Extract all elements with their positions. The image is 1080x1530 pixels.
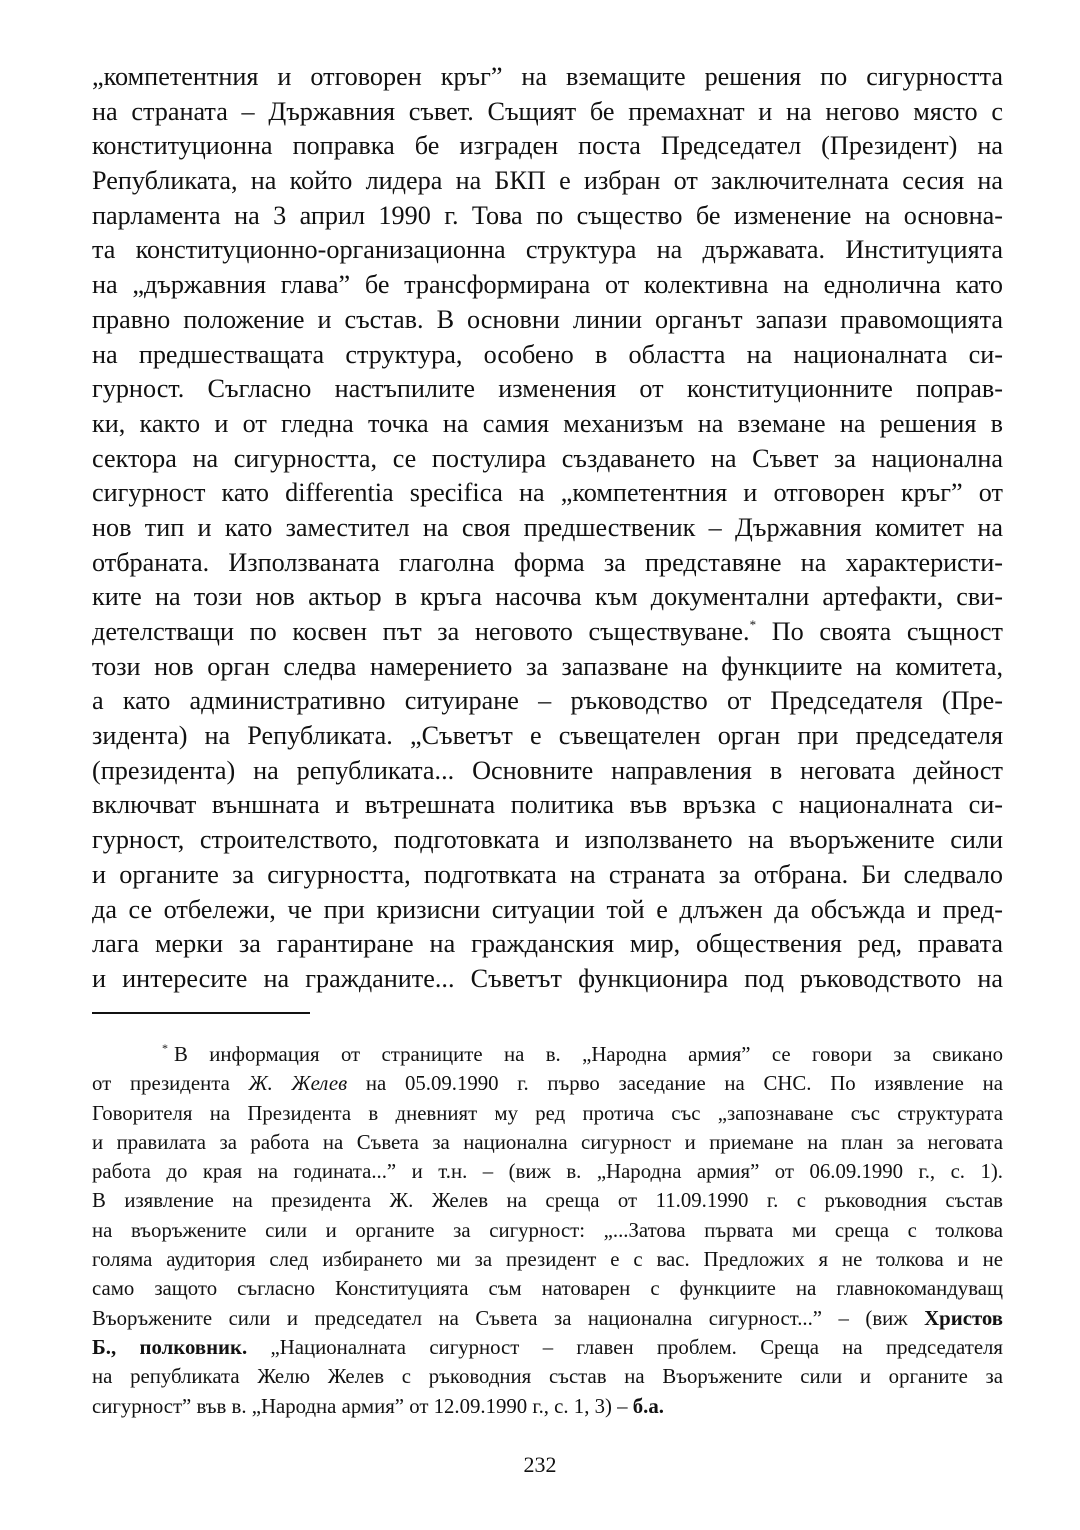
text-line: да се отбележи, че при кризисни ситуации той е длъжен да обсъжда и пред- xyxy=(92,894,1003,924)
footnote-line xyxy=(92,1304,1003,1333)
text-line: включват външната и вътрешната политика във връзка с националната си- xyxy=(92,790,1003,820)
text-line-with-footnote-ref xyxy=(92,615,1003,650)
text-line: ки, както и от гледна точка на самия механизъм на вземане на решения в xyxy=(92,408,1003,438)
text-segment: Въоръжените сили и председател на Съвета за национална сигурност...” – (виж xyxy=(92,1306,925,1330)
footnote xyxy=(92,1040,1003,1421)
footnote-line xyxy=(92,1392,1003,1421)
footnote-line: на въоръжените сили и органите за сигурност: „...Затова първата ми среща с толкова xyxy=(92,1218,1003,1242)
author-note: б.а. xyxy=(632,1394,664,1418)
text-line: сектора на сигурността, се постулира създаването на Съвет за национална xyxy=(92,443,1003,473)
text-line: и интересите на гражданите... Съветът функционира под ръководството на xyxy=(92,963,1003,993)
text-line: гурност. Съгласно настъпилите изменения от конституционните поправ- xyxy=(92,374,1003,404)
text-line: и органите за сигурността, подготвката на страната за отбрана. Би следвало xyxy=(92,859,1003,889)
text-segment: от президента xyxy=(92,1072,249,1096)
italic-name: Ж. Желев xyxy=(248,1072,348,1096)
footnote-line: работа до края на годината...” и т.н. – (виж в. „Народна армия” от 06.09.1990 г., с. 1). xyxy=(92,1160,1003,1184)
text-segment: на 05.09.1990 г. първо заседание на СНС. По изявление на xyxy=(347,1072,1004,1096)
main-text xyxy=(92,60,1003,997)
text-line: този нов орган следва намерението за запазване на функциите на комитета, xyxy=(92,651,1003,681)
text-line: на страната – Държавния съвет. Същият бе премахнат и на негово място с xyxy=(92,96,1003,126)
footnote-line xyxy=(92,1040,1003,1069)
text-line: отбраната. Използваната глаголна форма за представяне на характеристи- xyxy=(92,547,1003,577)
text-line: ките на този нов актьор в кръга насочва към документални артефакти, сви- xyxy=(92,582,1003,612)
footnote-line: В изявление на президента Ж. Желев на среща от 11.09.1990 г. с ръководния състав xyxy=(92,1189,1003,1213)
footnote-line: голяма аудитория след избирането ми за президент е с вас. Предложих я не толкова и не xyxy=(92,1248,1003,1272)
footnote-line xyxy=(92,1069,1003,1098)
text-line: Републиката, на който лидера на БКП е избран от заключителната сесия на xyxy=(92,166,1003,196)
text-line: зидента) на Републиката. „Съветът е съвещателен орган при председателя xyxy=(92,721,1003,751)
footnote-line: Говорителя на Президента в дневният му ред протича със „запознаване със структурата xyxy=(92,1101,1003,1125)
text-line: та конституционно-организационна структура на държавата. Институцията xyxy=(92,235,1003,265)
footnote-mark: * xyxy=(162,1041,168,1055)
text-line: конституционна поправка бе изграден поста Председател (Президент) на xyxy=(92,131,1003,161)
bold-author: Христов xyxy=(924,1306,1003,1330)
footnote-line: и правилата за работа на Съвета за национална сигурност и приемане на план за неговата xyxy=(92,1130,1003,1154)
text-segment: В информация от страниците на в. „Народна армия” се говори за свикано xyxy=(174,1043,1003,1066)
text-line: на предшестващата структура, особено в областта на националната си- xyxy=(92,339,1003,369)
text-line: на „държавния глава” бе трансформирана от колективна на еднолична като xyxy=(92,270,1003,300)
text-line: гурност, строителството, подготовката и използването на въоръжените сили xyxy=(92,825,1003,855)
text-line: парламента на 3 април 1990 г. Това по същество бе изменение на основна- xyxy=(92,200,1003,230)
text-line: а като административно ситуиране – ръководство от Председателя (Пре- xyxy=(92,686,1003,716)
text-segment: „Националната сигурност – главен проблем. Среща на председателя xyxy=(247,1335,1003,1359)
text-line: „компетентния и отговорен кръг” на вземащите решения по сигурността xyxy=(92,62,1003,91)
footnote-separator xyxy=(92,1012,310,1014)
text-segment: По своята същност xyxy=(756,617,1004,646)
footnote-line: само защото съгласно Конституцията съм натоварен с функциите на главнокомандуващ xyxy=(92,1277,1003,1301)
text-line: (президента) на републиката... Основните направления в неговата дейност xyxy=(92,755,1003,785)
text-line: правно положение и състав. В основни линии органът запази правомощията xyxy=(92,304,1003,334)
text-line: сигурност като differentia specifica на „компетентния и отговорен кръг” от xyxy=(92,478,1003,508)
text-segment: детелстващи по косвен път за неговото съществуване. xyxy=(92,617,750,646)
footnote-line xyxy=(92,1333,1003,1362)
text-line: лага мерки за гарантиране на гражданския мир, обществения ред, правата xyxy=(92,929,1003,959)
page-number: 232 xyxy=(523,1452,557,1477)
bold-author: Б., полковник. xyxy=(92,1335,248,1359)
text-line: нов тип и като заместител на своя предшественик – Държавния комитет на xyxy=(92,512,1003,542)
footnote-reference[interactable]: * xyxy=(749,617,757,632)
footnote-line: на републиката Желю Желев с ръководния състав на Въоръжените сили и органите за xyxy=(92,1365,1003,1389)
text-segment: сигурност” във в. „Народна армия” от 12.09.1990 г., с. 1, 3) – xyxy=(92,1394,633,1418)
